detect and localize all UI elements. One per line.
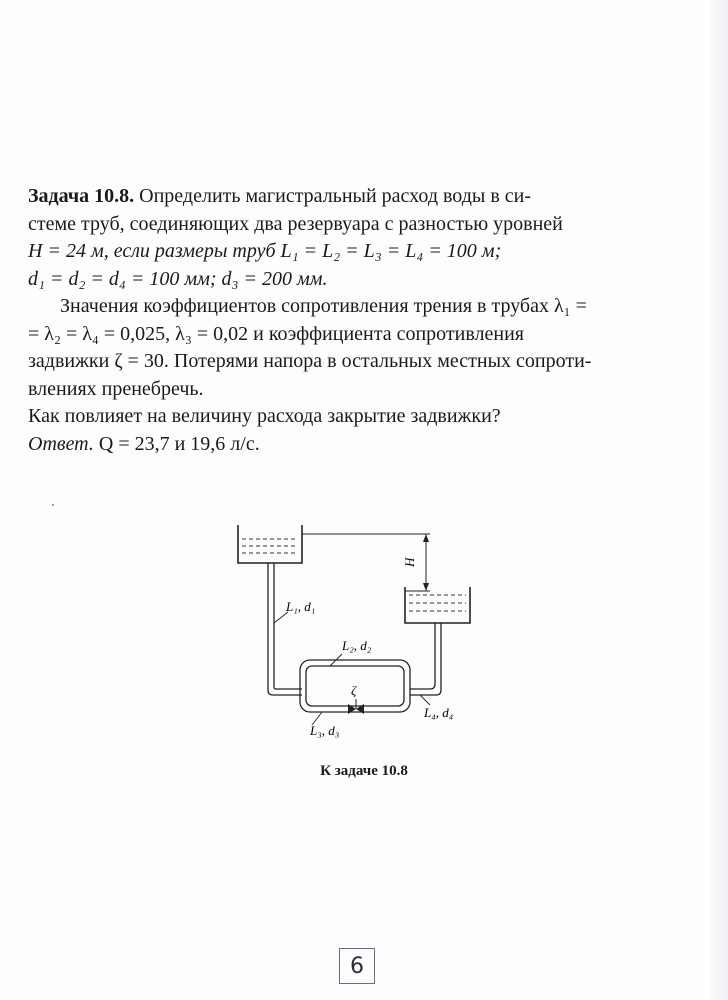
problem-para2-line-4: влениях пренебречь. (28, 377, 204, 400)
problem-text (28, 183, 690, 458)
pipe-L1 (268, 563, 302, 695)
label-L4-d4: L₄, d₄ (424, 705, 454, 720)
pipe-system-diagram (230, 515, 530, 745)
problem-statement-start: Определить магистральный расход воды в си- (139, 185, 532, 207)
figure-caption: К задаче 10.8 (320, 763, 408, 779)
problem-line-3: H = 24 м, если размеры труб L₁ = L₂ = L₃ = L₄ = 100 м; (28, 240, 502, 262)
scan-speck (52, 504, 54, 506)
problem-line-1 (28, 183, 690, 211)
problem-para2-line-1: Значения коэффициентов сопротивления трения в трубах λ₁ = (60, 295, 587, 317)
problem-answer (28, 431, 690, 459)
problem-line-2: стеме труб, соединяющих два резервуара с разностью уровней (28, 212, 563, 235)
answer-label: Ответ. (28, 432, 94, 455)
label-L3-d3: L₃, d₃ (310, 723, 340, 738)
problem-line-4: d₁ = d₂ = d₄ = 100 мм; d₃ = 200 мм. (28, 267, 328, 290)
label-L2-d2: L₂, d₂ (342, 638, 372, 653)
problem-para2-line-3: задвижки ζ = 30. Потерями напора в остальных местных сопроти- (28, 350, 592, 372)
problem-question: Как повлияет на величину расхода закрытие задвижки? (28, 405, 501, 427)
page-number: 6 (339, 948, 375, 984)
pipe-L4 (410, 623, 441, 695)
upper-reservoir (238, 525, 302, 563)
scan-edge-shading (710, 0, 728, 1000)
label-H: H (402, 557, 417, 567)
problem-label: Задача 10.8. (28, 185, 135, 207)
answer-text: Q = 23,7 и 19,6 л/с. (98, 432, 260, 455)
label-zeta: ζ (351, 683, 357, 698)
label-L1-d1: L₁, d₁ (286, 599, 316, 614)
problem-para2-line-2: = λ₂ = λ₄ = 0,025, λ₃ = 0,02 и коэффициента сопротивления (28, 322, 524, 345)
lower-reservoir (405, 587, 470, 623)
